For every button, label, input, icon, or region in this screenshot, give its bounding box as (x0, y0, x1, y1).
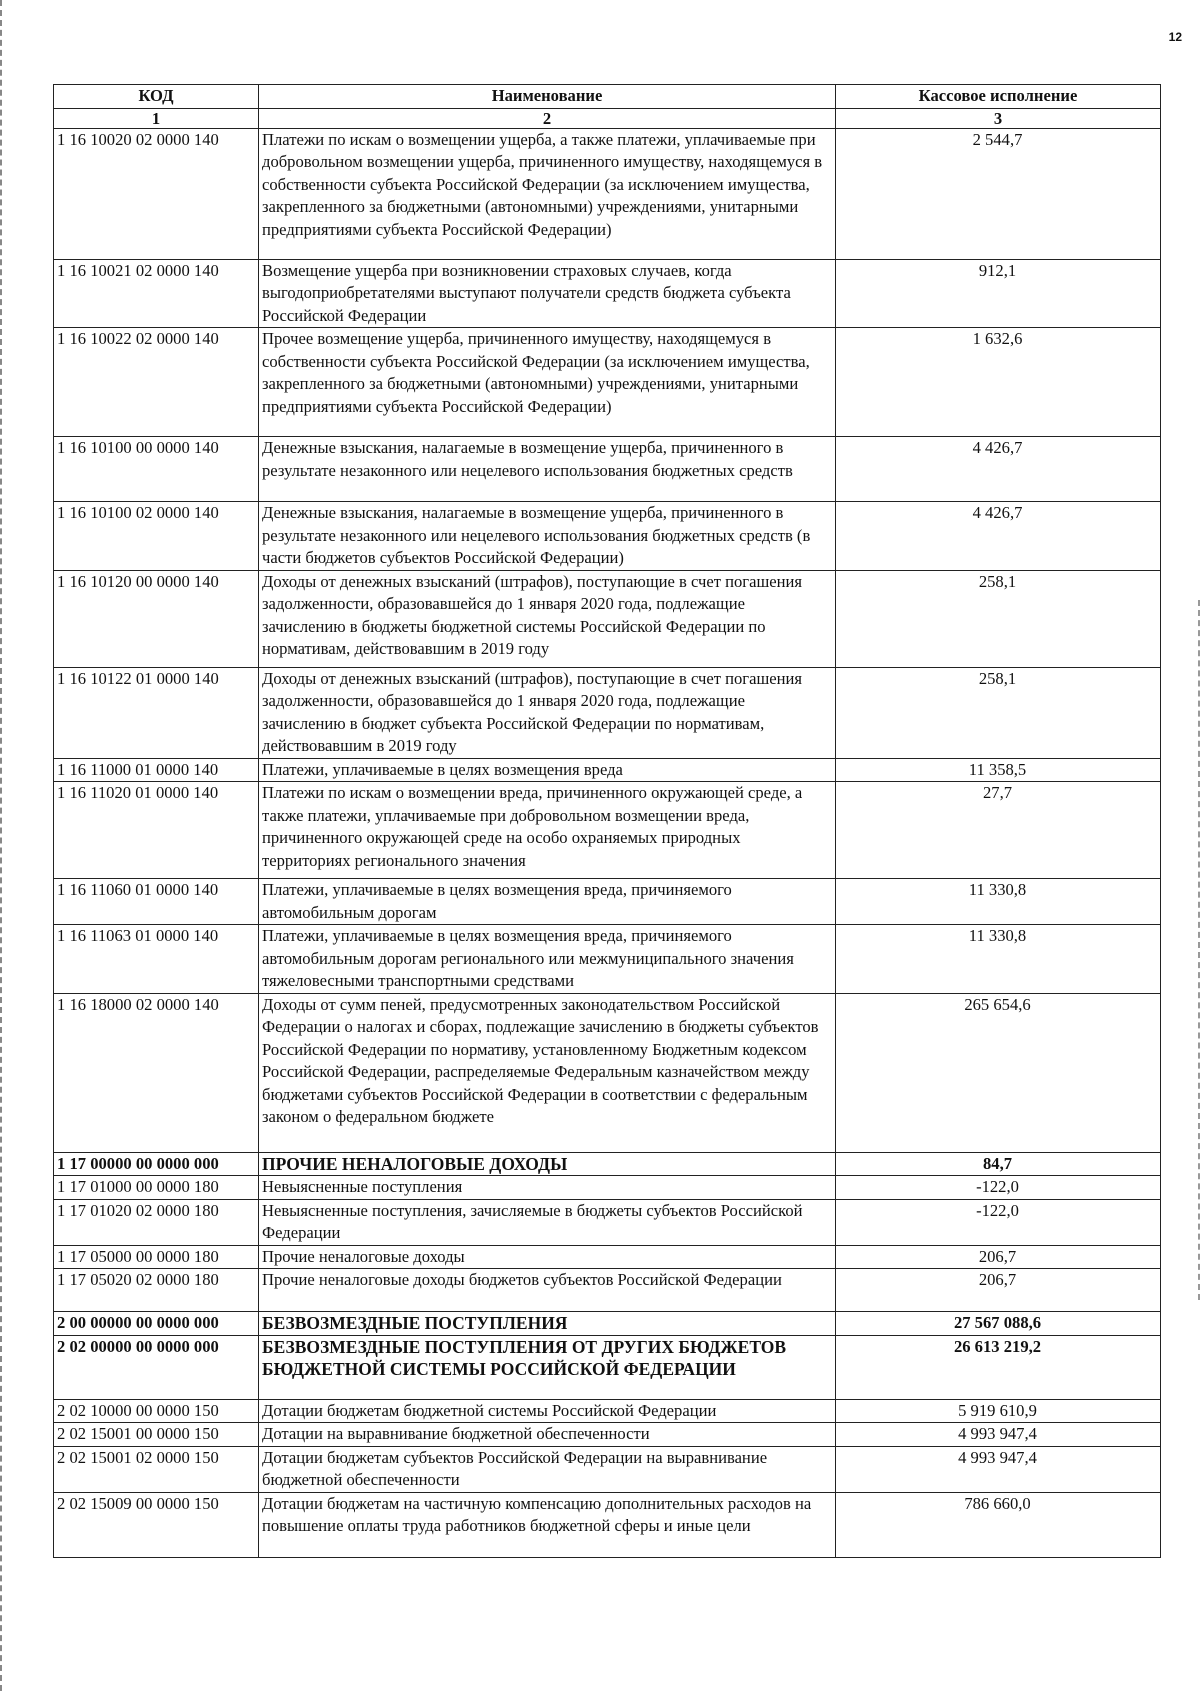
row-name: Возмещение ущерба при возникновении страховых случаев, когда выгодоприобретателями выступают получатели средств бюджета субъекта Российской Федерации (259, 259, 836, 328)
row-name: Невыясненные поступления (259, 1176, 836, 1200)
row-name: Платежи, уплачиваемые в целях возмещения вреда (259, 758, 836, 782)
table-row (54, 1492, 1161, 1557)
row-value: 4 426,7 (836, 502, 1161, 571)
row-value: -122,0 (836, 1176, 1161, 1200)
table-row (54, 879, 1161, 925)
row-name: Доходы от денежных взысканий (штрафов), поступающие в счет погашения задолженности, образовавшейся до 1 января 2020 года, подлежащие зачислению в бюджет субъекта Российской Федерации по нормативам, действовавшим в 2019 году (259, 667, 836, 758)
row-name: Прочее возмещение ущерба, причиненного имуществу, находящемуся в собственности субъекта Российской Федерации (за исключением имущества, закрепленного за бюджетными (автономными) учреждениями, унитарными предприятиями субъекта Российской Федерации) (259, 328, 836, 437)
row-name: Денежные взыскания, налагаемые в возмещение ущерба, причиненного в результате незаконного или нецелевого использования бюджетных средств (259, 437, 836, 502)
page-number: 12 (1168, 30, 1182, 44)
column-number-2: 2 (259, 108, 836, 128)
table-row (54, 1399, 1161, 1423)
row-value: 84,7 (836, 1152, 1161, 1176)
table-row (54, 1423, 1161, 1447)
row-code: 1 16 11060 01 0000 140 (54, 879, 259, 925)
table-row (54, 1335, 1161, 1399)
row-value: 258,1 (836, 667, 1161, 758)
row-name: Платежи, уплачиваемые в целях возмещения вреда, причиняемого автомобильным дорогам регионального или межмуниципального значения тяжеловесными транспортными средствами (259, 925, 836, 994)
row-code: 1 17 01000 00 0000 180 (54, 1176, 259, 1200)
row-value: 206,7 (836, 1245, 1161, 1269)
row-value: 265 654,6 (836, 993, 1161, 1152)
row-name: Платежи, уплачиваемые в целях возмещения вреда, причиняемого автомобильным дорогам (259, 879, 836, 925)
table-row (54, 1245, 1161, 1269)
row-name: БЕЗВОЗМЕЗДНЫЕ ПОСТУПЛЕНИЯ ОТ ДРУГИХ БЮДЖЕТОВ БЮДЖЕТНОЙ СИСТЕМЫ РОССИЙСКОЙ ФЕДЕРАЦИИ (259, 1335, 836, 1399)
header-row (54, 85, 1161, 109)
row-value: 11 330,8 (836, 925, 1161, 994)
table-row (54, 667, 1161, 758)
row-name: Прочие неналоговые доходы (259, 1245, 836, 1269)
scan-left-edge (0, 0, 4, 1691)
row-value: -122,0 (836, 1199, 1161, 1245)
row-code: 1 16 10100 02 0000 140 (54, 502, 259, 571)
column-number-1: 1 (54, 108, 259, 128)
row-code: 1 16 10022 02 0000 140 (54, 328, 259, 437)
row-name: ПРОЧИЕ НЕНАЛОГОВЫЕ ДОХОДЫ (259, 1152, 836, 1176)
row-code: 1 16 10021 02 0000 140 (54, 259, 259, 328)
table-row (54, 128, 1161, 259)
table-row (54, 259, 1161, 328)
row-code: 1 17 01020 02 0000 180 (54, 1199, 259, 1245)
row-value: 2 544,7 (836, 128, 1161, 259)
row-name: Дотации бюджетам на частичную компенсацию дополнительных расходов на повышение оплаты труда работников бюджетной сферы и иные цели (259, 1492, 836, 1557)
header-name: Наименование (259, 85, 836, 109)
table-row (54, 1269, 1161, 1312)
table-row (54, 1152, 1161, 1176)
table-row (54, 502, 1161, 571)
table-row (54, 437, 1161, 502)
row-name: Платежи по искам о возмещении ущерба, а также платежи, уплачиваемые при добровольном возмещении ущерба, причиненного имуществу, находящемуся в собственности субъекта Российской Федерации (за исключением имущества, закрепленного за бюджетными (автономными) учреждениями, унитарными предприятиями субъекта Российской Федерации) (259, 128, 836, 259)
row-code: 1 17 05000 00 0000 180 (54, 1245, 259, 1269)
row-code: 2 02 15001 00 0000 150 (54, 1423, 259, 1447)
row-value: 27,7 (836, 782, 1161, 879)
row-value: 206,7 (836, 1269, 1161, 1312)
table-row (54, 782, 1161, 879)
row-code: 2 02 10000 00 0000 150 (54, 1399, 259, 1423)
row-code: 1 16 18000 02 0000 140 (54, 993, 259, 1152)
header-execution: Кассовое исполнение (836, 85, 1161, 109)
row-code: 1 17 05020 02 0000 180 (54, 1269, 259, 1312)
row-name: Прочие неналоговые доходы бюджетов субъектов Российской Федерации (259, 1269, 836, 1312)
table-row (54, 328, 1161, 437)
row-code: 1 16 10122 01 0000 140 (54, 667, 259, 758)
table-row (54, 993, 1161, 1152)
header-code: КОД (54, 85, 259, 109)
scan-right-edge (1196, 600, 1200, 1300)
row-code: 1 16 11000 01 0000 140 (54, 758, 259, 782)
row-code: 1 16 10100 00 0000 140 (54, 437, 259, 502)
table-row (54, 1312, 1161, 1336)
row-code: 1 16 10120 00 0000 140 (54, 570, 259, 667)
row-code: 2 02 00000 00 0000 000 (54, 1335, 259, 1399)
row-value: 4 993 947,4 (836, 1423, 1161, 1447)
table-row (54, 1446, 1161, 1492)
table-row (54, 570, 1161, 667)
row-code: 2 00 00000 00 0000 000 (54, 1312, 259, 1336)
table-row (54, 1176, 1161, 1200)
row-name: Дотации бюджетам бюджетной системы Российской Федерации (259, 1399, 836, 1423)
row-code: 2 02 15009 00 0000 150 (54, 1492, 259, 1557)
row-value: 912,1 (836, 259, 1161, 328)
row-code: 2 02 15001 02 0000 150 (54, 1446, 259, 1492)
row-value: 4 993 947,4 (836, 1446, 1161, 1492)
row-value: 5 919 610,9 (836, 1399, 1161, 1423)
column-number-3: 3 (836, 108, 1161, 128)
table-row (54, 925, 1161, 994)
row-name: Дотации бюджетам субъектов Российской Федерации на выравнивание бюджетной обеспеченности (259, 1446, 836, 1492)
row-value: 11 330,8 (836, 879, 1161, 925)
row-value: 258,1 (836, 570, 1161, 667)
row-value: 1 632,6 (836, 328, 1161, 437)
row-name: Денежные взыскания, налагаемые в возмещение ущерба, причиненного в результате незаконного или нецелевого использования бюджетных средств (в части бюджетов субъектов Российской Федерации) (259, 502, 836, 571)
row-code: 1 16 11063 01 0000 140 (54, 925, 259, 994)
row-code: 1 17 00000 00 0000 000 (54, 1152, 259, 1176)
row-name: Доходы от денежных взысканий (штрафов), поступающие в счет погашения задолженности, образовавшейся до 1 января 2020 года, подлежащие зачислению в бюджеты бюджетной системы Российской Федерации по нормативам, действовавшим в 2019 году (259, 570, 836, 667)
table-row (54, 758, 1161, 782)
row-name: Дотации на выравнивание бюджетной обеспеченности (259, 1423, 836, 1447)
row-value: 786 660,0 (836, 1492, 1161, 1557)
row-code: 1 16 11020 01 0000 140 (54, 782, 259, 879)
table-body (54, 128, 1161, 1557)
row-name: Доходы от сумм пеней, предусмотренных законодательством Российской Федерации о налогах и сборах, подлежащие зачислению в бюджеты субъектов Российской Федерации по нормативу, установленному Бюджетным кодексом Российской Федерации, распределяемые Федеральным казначейством между бюджетами субъектов Российской Федерации в соответствии с федеральным законом о федеральном бюджете (259, 993, 836, 1152)
table-header (54, 85, 1161, 129)
row-name: БЕЗВОЗМЕЗДНЫЕ ПОСТУПЛЕНИЯ (259, 1312, 836, 1336)
row-value: 27 567 088,6 (836, 1312, 1161, 1336)
column-number-row (54, 108, 1161, 128)
row-name: Невыясненные поступления, зачисляемые в бюджеты субъектов Российской Федерации (259, 1199, 836, 1245)
table-row (54, 1199, 1161, 1245)
row-value: 4 426,7 (836, 437, 1161, 502)
row-name: Платежи по искам о возмещении вреда, причиненного окружающей среде, а также платежи, уплачиваемые при добровольном возмещении вреда, причиненного окружающей среде на особо охраняемых природных территориях регионального значения (259, 782, 836, 879)
row-value: 26 613 219,2 (836, 1335, 1161, 1399)
row-code: 1 16 10020 02 0000 140 (54, 128, 259, 259)
row-value: 11 358,5 (836, 758, 1161, 782)
revenue-table (53, 84, 1161, 1558)
